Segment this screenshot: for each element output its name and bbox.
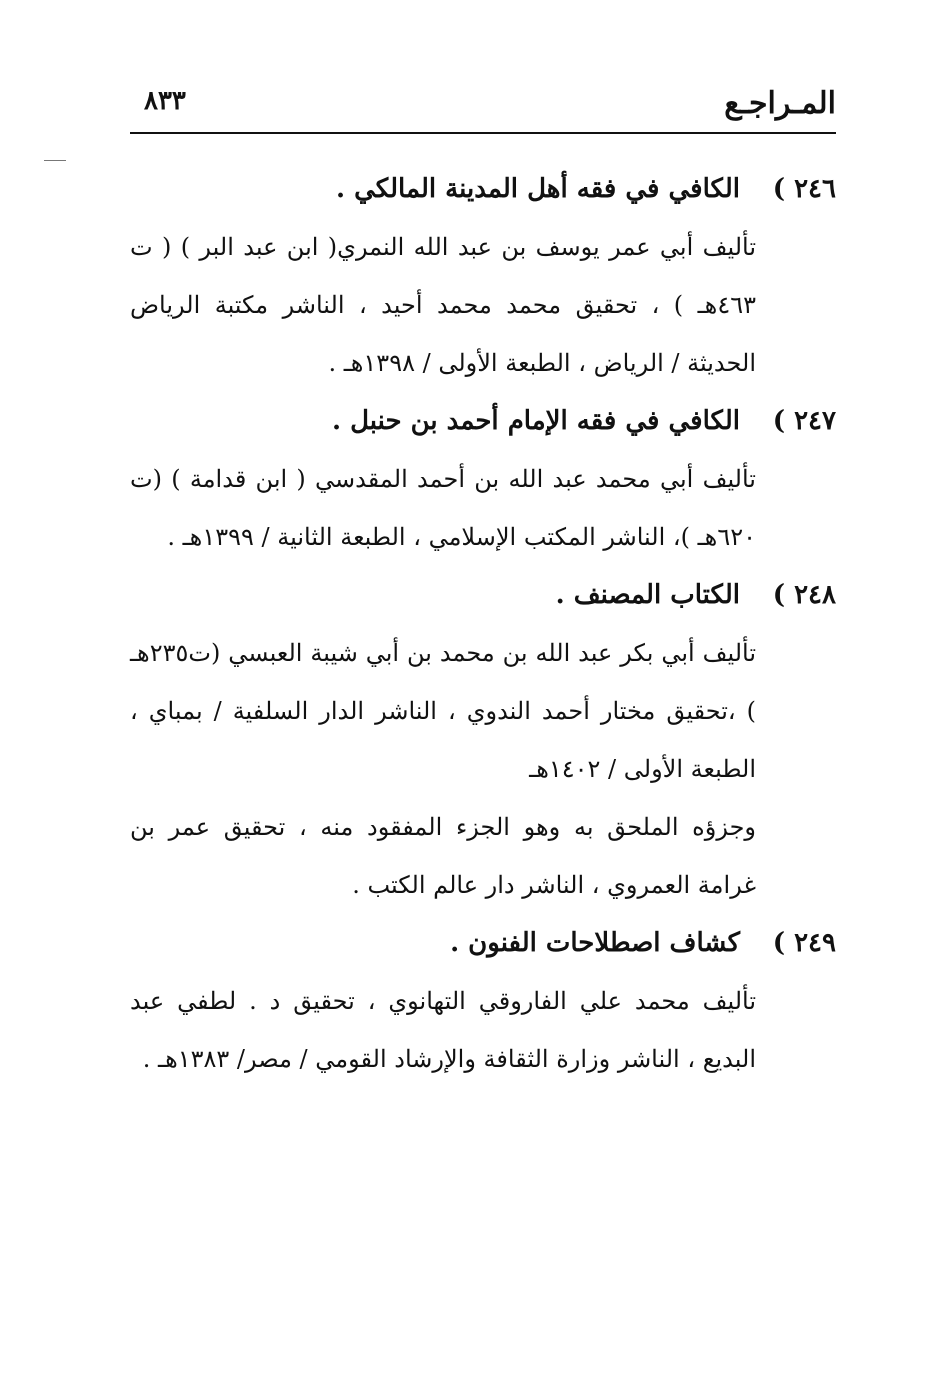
header-rule [130,132,836,134]
entry-title: كشاف اصطلاحات الفنون . [450,928,740,958]
entry-body [130,218,756,392]
entry-heading [130,566,836,624]
margin-mark [44,160,66,161]
entry-number: ٢٤٨ ) [772,580,836,610]
entry-text: تأليف أبي بكر عبد الله بن محمد بن أبي شيبة العبسي (ت٢٣٥هـ ) ،تحقيق مختار أحمد الندوي ، الناشر الدار السلفية / بمباي ، الطبعة الأولى / ١٤٠٢هـ [130,639,756,783]
running-header [130,82,836,132]
entry-body [130,624,756,914]
entry-number: ٢٤٩ ) [772,928,836,958]
reference-entry [130,566,836,914]
entry-text: تأليف أبي محمد عبد الله بن أحمد المقدسي ( ابن قدامة ) (ت ٦٢٠هـ )، الناشر المكتب الإسلامي ، الطبعة الثانية / ١٣٩٩هـ . [130,465,756,551]
references-list [130,160,836,1088]
entry-heading [130,914,836,972]
reference-entry [130,914,836,1088]
entry-text: وجزؤه الملحق به وهو الجزء المفقود منه ، تحقيق عمر بن غرامة العمروي ، الناشر دار عالم الكتب . [130,813,756,899]
header-title: المـراجـع [724,86,836,121]
entry-text: تأليف أبي عمر يوسف بن عبد الله النمري( ابن عبد البر ) ( ت ٤٦٣هـ ) ، تحقيق محمد محمد أحيد ، الناشر مكتبة الرياض الحديثة / الرياض ، الطبعة الأولى / ١٣٩٨هـ . [130,233,756,377]
entry-heading [130,392,836,450]
reference-entry [130,160,836,392]
entry-text: تأليف محمد علي الفاروقي التهانوي ، تحقيق د . لطفي عبد البديع ، الناشر وزارة الثقافة والإرشاد القومي / مصر/ ١٣٨٣هـ . [130,987,756,1073]
page-number: ٨٣٣ [144,86,186,116]
entry-title: الكتاب المصنف . [555,580,740,610]
entry-title: الكافي في فقه الإمام أحمد بن حنبل . [331,406,740,436]
entry-body [130,972,756,1088]
entry-number: ٢٤٦ ) [772,174,836,204]
entry-title: الكافي في فقه أهل المدينة المالكي . [335,174,740,204]
entry-body [130,450,756,566]
entry-heading [130,160,836,218]
reference-entry [130,392,836,566]
entry-number: ٢٤٧ ) [772,406,836,436]
